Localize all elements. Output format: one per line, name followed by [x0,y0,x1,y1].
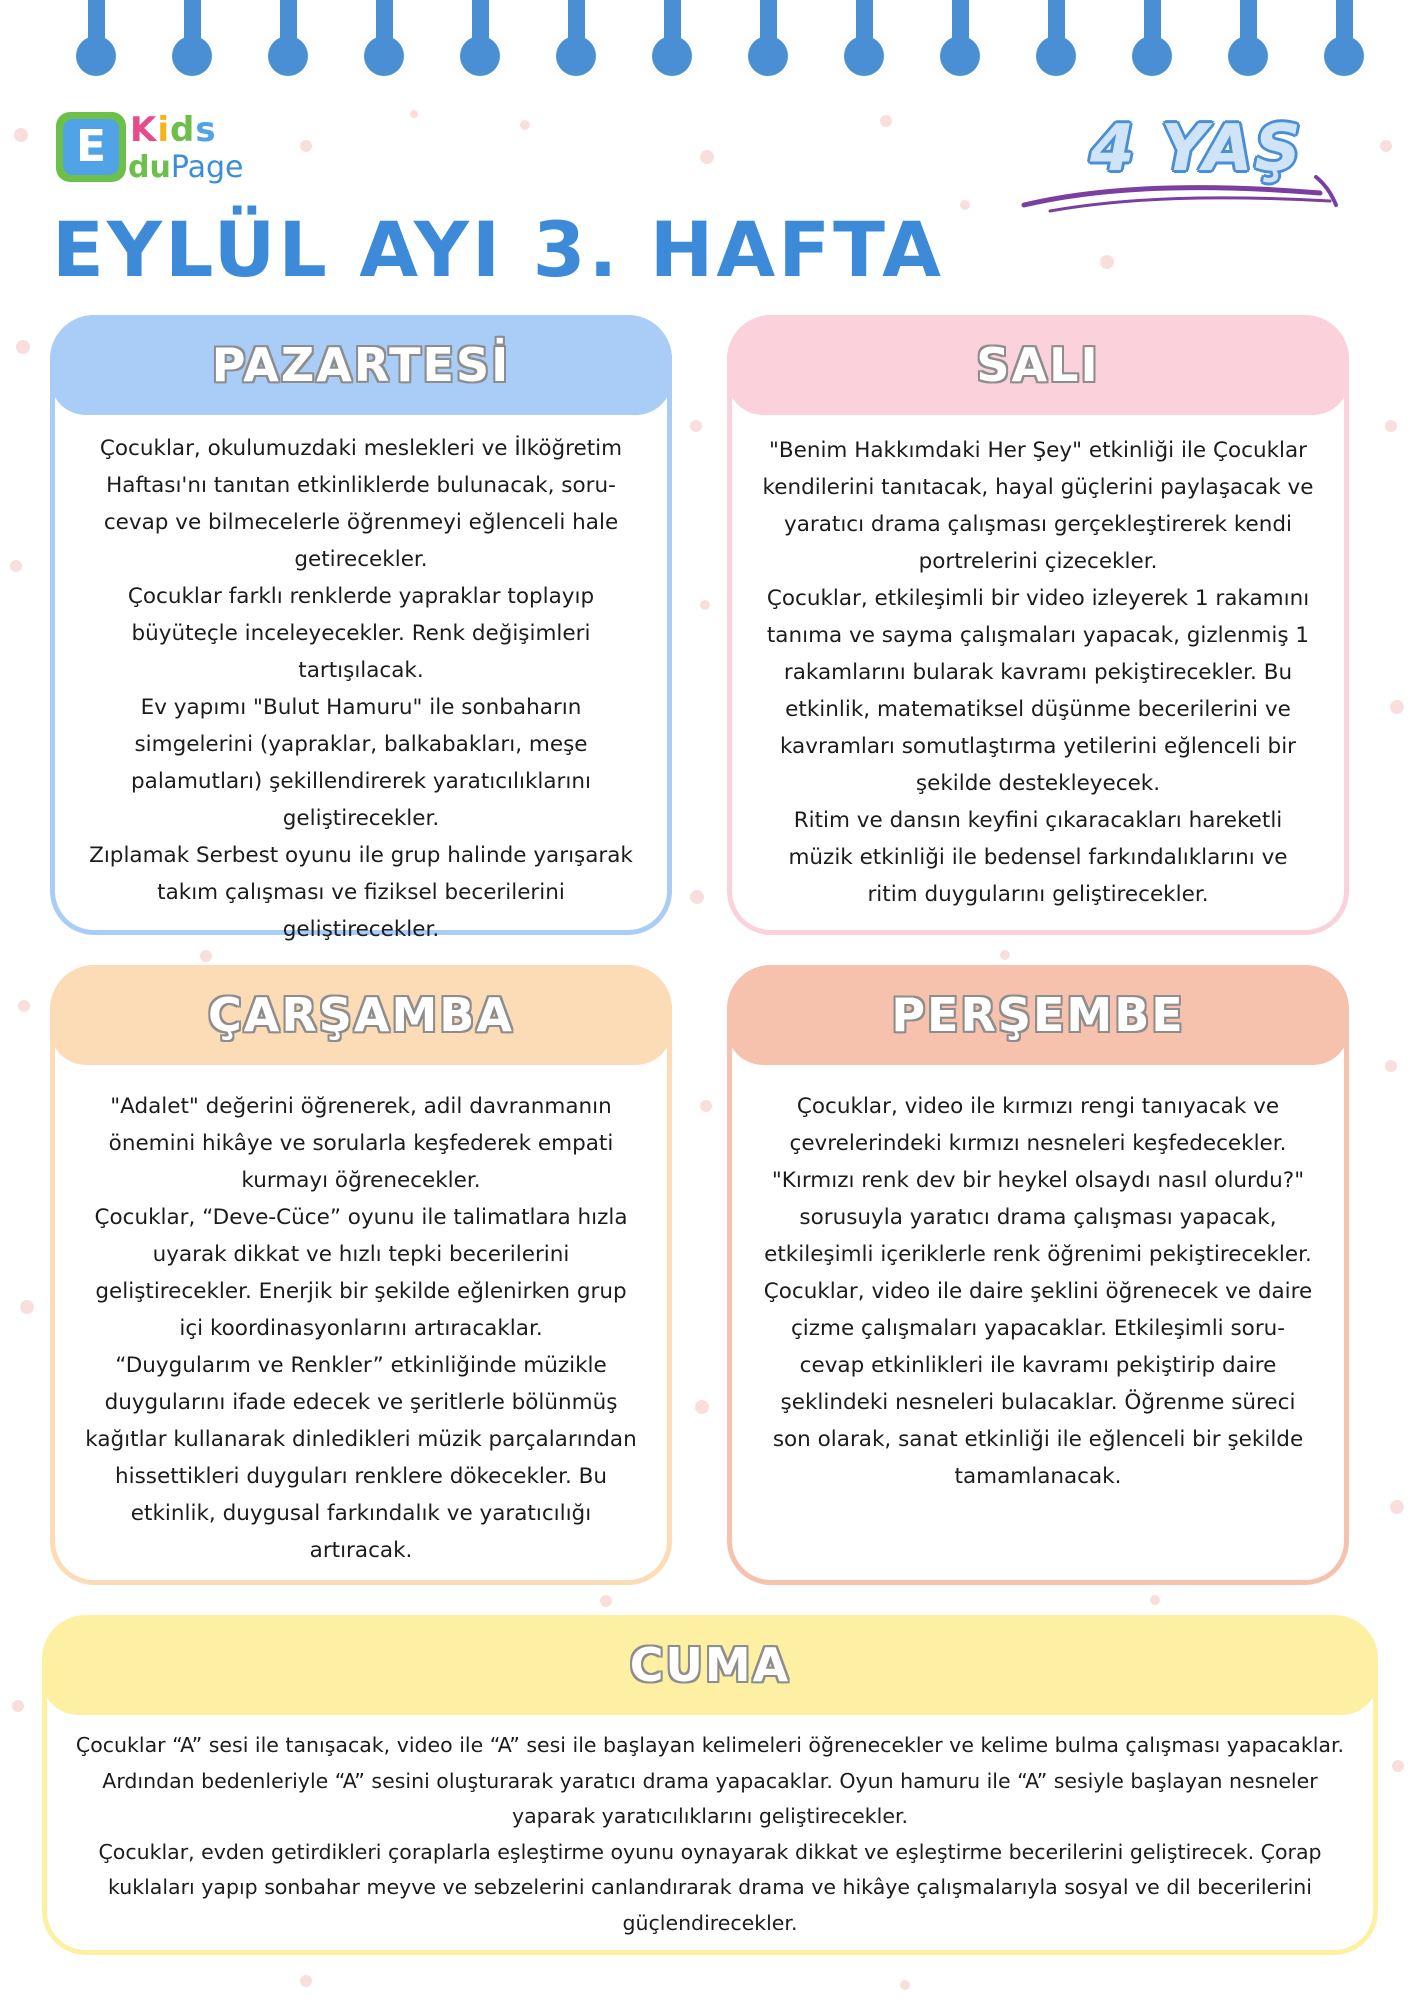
day-title: PERŞEMBE [891,988,1185,1042]
activity-paragraph: Çocuklar, video ile daire şeklini öğrenecek ve daire çizme çalışmaları yapacaklar. Etkileşimli soru-cevap etkinlikleri ile kavramı pekiştirip daire şeklindeki nesneleri bulacaklar. Öğrenme süreci son olarak, sanat etkinliği ile eğlenceli bir şekilde tamamlanacak. [763,1279,1313,1489]
binding-ring-icon [268,0,308,75]
day-card-body [61,1728,1359,1941]
binding-ring-icon [844,0,884,75]
day-card-friday [42,1615,1378,1955]
day-card-body [85,1088,637,1569]
binding-ring-icon [940,0,980,75]
day-card-thursday [727,965,1349,1585]
binding-ring-icon [172,0,212,75]
activity-paragraph: Çocuklar farklı renklerde yapraklar toplayıp büyüteçle inceleyecekler. Renk değişimleri tartışılacak. [127,584,595,683]
spiral-binding [0,0,1414,80]
day-card-body [85,430,637,948]
day-title: SALI [976,338,1100,392]
age-badge: 4 YAŞ [1090,112,1303,186]
binding-ring-icon [76,0,116,75]
binding-ring-icon [652,0,692,75]
binding-ring-icon [460,0,500,75]
edupage-kids-logo [56,110,244,190]
activity-paragraph: Çocuklar, evden getirdikleri çoraplarla eşleştirme oyunu oynayarak dikkat ve eşleştirme becerilerini geliştirecek. Çorap kuklaları yapıp sonbahar meyve ve sebzelerini canlandırarak drama ve hikâye çalışmalarıyla sosyal ve dil becerilerini güçlendirecekler. [98,1839,1322,1935]
activity-paragraph: Ev yapımı "Bulut Hamuru" ile sonbaharın simgelerini (yapraklar, balkabakları, meşe palamutları) şekillendirerek yaratıcılıklarını geliştirecekler. [131,695,591,831]
activity-paragraph: Çocuklar, video ile kırmızı rengi tanıyacak ve çevrelerindeki kırmızı nesneleri keşfedecekler. "Kırmızı renk dev bir heykel olsaydı nasıl olurdu?" sorusuyla yaratıcı drama çalışması yapacak, etkileşimli içeriklerle renk öğrenimi pekiştirecekler. [764,1094,1312,1267]
day-title: PAZARTESİ [211,338,511,392]
binding-ring-icon [364,0,404,75]
day-card-header [727,965,1349,1065]
day-title: CUMA [629,1638,791,1692]
activity-paragraph: Çocuklar, “Deve-Cüce” oyunu ile talimatlara hızla uyarak dikkat ve hızlı tepki becerilerini geliştirecekler. Enerjik bir şekilde eğlenirken grup içi koordinasyonlarını artıracaklar. [94,1205,628,1341]
day-title: ÇARŞAMBA [208,988,514,1042]
logo-edupage-text: duPage [128,150,244,185]
binding-ring-icon [1036,0,1076,75]
binding-ring-icon [1324,0,1364,75]
day-card-header [727,315,1349,415]
page-title: EYLÜL AYI 3. HAFTA [52,205,944,294]
activity-paragraph: "Adalet" değerini öğrenerek, adil davranmanın önemini hikâye ve sorularla keşfederek empati kurmayı öğrenecekler. [108,1094,614,1193]
activity-paragraph: Çocuklar “A” sesi ile tanışacak, video ile “A” sesi ile başlayan kelimeleri öğrenecekler ve kelime bulma çalışması yapacaklar. Ardından bedenleriyle “A” sesini oluşturarak yaratıcı drama yapacaklar. Oyun hamuru ile “A” sesiyle başlayan nesneler yaparak yaratıcılıklarını geliştirecekler. [75,1733,1345,1828]
day-card-header [50,315,672,415]
logo-kids-text: Kids [130,110,217,150]
activity-paragraph: Ritim ve dansın keyfini çıkaracakları hareketli müzik etkinliği ile bedensel farkındalıklarını ve ritim duygularını geliştirecekler. [788,808,1288,907]
binding-ring-icon [1132,0,1172,75]
day-card-tuesday [727,315,1349,935]
logo-e-icon: E [56,112,126,182]
day-card-body [762,432,1314,913]
day-card-body [762,1088,1314,1495]
swoosh-underline-icon [1020,165,1340,215]
activity-paragraph: Zıplamak Serbest oyunu ile grup halinde yarışarak takım çalışması ve fiziksel becerilerini geliştirecekler. [89,843,633,942]
activity-paragraph: "Benim Hakkımdaki Her Şey" etkinliği ile Çocuklar kendilerini tanıtacak, hayal güçlerini paylaşacak ve yaratıcı drama çalışması gerçekleştirerek kendi portrelerini çizecekler. [762,438,1314,574]
activity-paragraph: “Duygularım ve Renkler” etkinliğinde müzikle duygularını ifade edecek ve şeritlerle bölünmüş kağıtlar kullanarak dinledikleri müzik parçalarından hissettikleri duyguları renklere dökecekler. Bu etkinlik, duygusal farkındalık ve yaratıcılığı artıracak. [85,1353,637,1563]
day-card-wednesday [50,965,672,1585]
activity-paragraph: Çocuklar, etkileşimli bir video izleyerek 1 rakamını tanıma ve sayma çalışmaları yapacak, gizlenmiş 1 rakamlarını bularak kavramı pekiştirecekler. Bu etkinlik, matematiksel düşünme becerilerini ve kavramları somutlaştırma yetilerini eğlenceli bir şekilde destekleyecek. [766,586,1310,796]
day-card-monday [50,315,672,942]
day-card-header [42,1615,1378,1715]
day-card-header [50,965,672,1065]
activity-paragraph: Çocuklar, okulumuzdaki meslekleri ve İlköğretim Haftası'nı tanıtan etkinliklerde bulunacak, soru-cevap ve bilmecelerle öğrenmeyi eğlenceli hale getirecekler. [99,436,623,572]
binding-ring-icon [1228,0,1268,75]
binding-ring-icon [748,0,788,75]
binding-ring-icon [556,0,596,75]
